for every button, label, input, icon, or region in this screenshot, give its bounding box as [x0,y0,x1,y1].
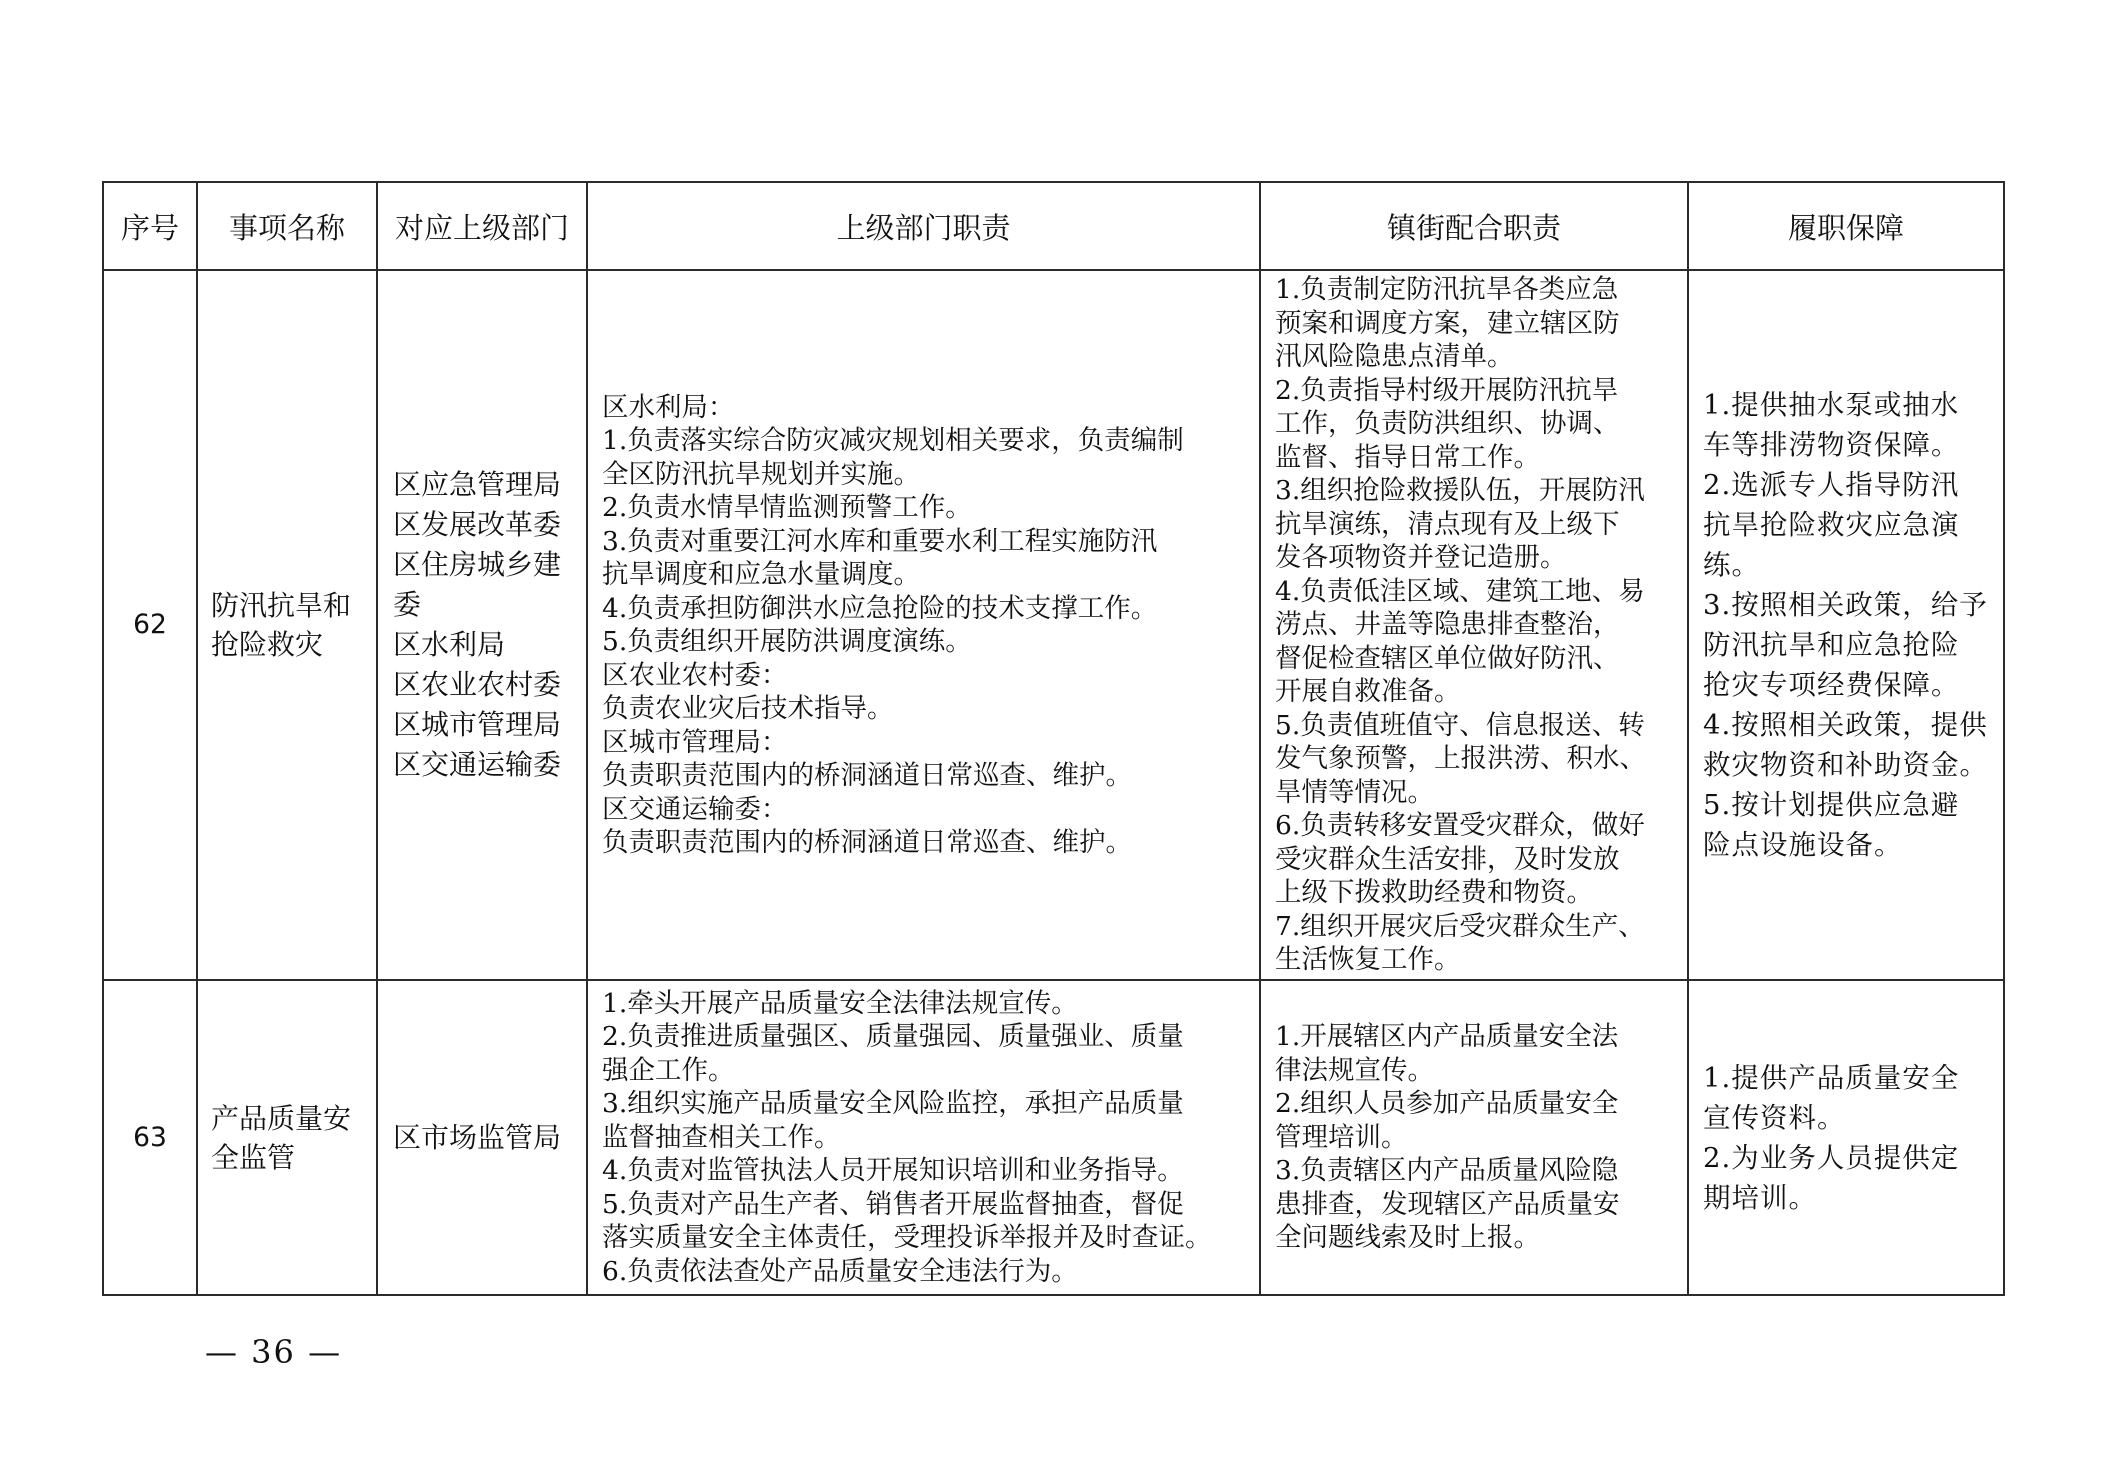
cell-text-line: 4.负责对监管执法人员开展知识培训和业务指导。 [602,1155,1184,1187]
town-duties-cell [1260,270,1688,980]
cell-text-line: 1.提供抽水泵或抽水 [1703,389,1960,421]
cell-text-line: 负责农业灾后技术指导。 [602,693,894,724]
cell-text-line: 委 [393,588,422,621]
cell-text-line: 1.负责落实综合防灾减灾规划相关要求，负责编制 [602,425,1184,456]
duty-table [102,181,2005,1296]
cell-text-line: 旱情等情况。 [1275,776,1434,808]
cell-text-line: 2.负责推进质量强区、质量强园、质量强业、质量 [602,1021,1184,1053]
upper-department-cell [377,270,587,980]
cell-text-line: 落实质量安全主体责任，受理投诉举报并及时查证。 [602,1222,1212,1254]
cell-text-line: 救灾物资和补助资金。 [1703,749,1988,781]
cell-text-line: 4.负责低洼区域、建筑工地、易 [1275,575,1645,607]
cell-text-line: 防汛抗旱和应急抢险 [1703,629,1960,661]
cell-text-line: 5.按计划提供应急避 [1703,789,1960,821]
cell-text-line: 防汛抗旱和 [211,589,352,622]
town-duties-cell [1260,980,1688,1295]
header-seq: 序号 [103,182,197,270]
cell-text-line: 受灾群众生活安排，及时发放 [1275,843,1620,875]
cell-text-line: 负责职责范围内的桥洞涵道日常巡查、维护。 [602,827,1132,858]
header-town-duties: 镇街配合职责 [1260,182,1688,270]
cell-text-line: 全区防汛抗旱规划并实施。 [602,458,920,490]
cell-text-line: 2.负责水情旱情监测预警工作。 [602,492,972,523]
cell-text-line: 区发展改革委 [393,508,562,541]
cell-text-line: 区交通运输委 [393,748,562,781]
cell-text-line: 管理培训。 [1275,1121,1408,1153]
cell-text-line: 抢险救灾 [211,628,324,661]
cell-text-line: 2.组织人员参加产品质量安全 [1275,1088,1619,1120]
header-guarantee: 履职保障 [1688,182,2004,270]
cell-text-line: 5.负责组织开展防洪调度演练。 [602,626,972,657]
cell-text-line: 3.按照相关政策，给予 [1703,589,1988,621]
header-upper-duties: 上级部门职责 [587,182,1260,270]
cell-text-line: 区水利局 [393,628,506,661]
table-body [103,270,2004,1295]
item-name-cell [197,980,377,1295]
cell-text-line: 督促检查辖区单位做好防汛、 [1275,642,1620,674]
cell-text-line: 3.组织实施产品质量安全风险监控，承担产品质量 [602,1088,1184,1120]
cell-text-line: 1.提供产品质量安全 [1703,1061,1960,1094]
cell-text-line: 区城市管理局 [393,708,562,741]
cell-text-line: 全监管 [211,1140,296,1174]
cell-text-line: 练。 [1703,549,1760,581]
cell-text-line: 全问题线索及时上报。 [1275,1222,1540,1254]
cell-text-line: 区应急管理局 [393,468,562,501]
cell-text-line: 1.负责制定防汛抗旱各类应急 [1275,274,1619,306]
cell-text-line: 1.牵头开展产品质量安全法律法规宣传。 [602,987,1078,1019]
cell-text-line: 5.负责对产品生产者、销售者开展监督抽查，督促 [602,1188,1184,1220]
guarantee-cell [1688,270,2004,980]
cell-text-line: 4.负责承担防御洪水应急抢险的技术支撑工作。 [602,592,1158,624]
cell-text-line: 1.开展辖区内产品质量安全法 [1275,1021,1619,1053]
cell-text-line: 生活恢复工作。 [1275,944,1461,976]
page-number: — 36 — [205,1333,343,1371]
cell-text-line: 预案和调度方案，建立辖区防 [1275,307,1620,339]
cell-text-line: 负责职责范围内的桥洞涵道日常巡查、维护。 [602,760,1132,791]
table-header [103,182,2004,270]
seq-cell: 62 [103,270,197,980]
cell-text-line: 3.负责对重要江河水库和重要水利工程实施防汛 [602,525,1158,557]
cell-text-line: 7.组织开展灾后受灾群众生产、 [1275,910,1645,942]
cell-text-line: 区城市管理局： [602,726,788,758]
table-row [103,270,2004,980]
cell-text-line: 6.负责转移安置受灾群众，做好 [1275,810,1645,842]
cell-text-line: 4.按照相关政策，提供 [1703,709,1988,741]
cell-text-line: 区市场监管局 [393,1120,562,1154]
cell-text-line: 区交通运输委： [602,793,788,825]
cell-text-line: 宣传资料。 [1703,1101,1846,1134]
cell-text-line: 律法规宣传。 [1275,1054,1434,1086]
cell-text-line: 车等排涝物资保障。 [1703,429,1960,461]
cell-text-line: 3.组织抢险救援队伍，开展防汛 [1275,475,1645,507]
cell-text-line: 强企工作。 [602,1054,735,1086]
cell-text-line: 2.选派专人指导防汛 [1703,469,1960,501]
cell-text-line: 险点设施设备。 [1703,829,1903,861]
cell-text-line: 抗旱抢险救灾应急演 [1703,509,1960,541]
cell-text-line: 发气象预警，上报洪涝、积水、 [1275,743,1646,775]
cell-text-line: 6.负责依法查处产品质量安全违法行为。 [602,1255,1078,1287]
cell-text-line: 期培训。 [1703,1181,1817,1214]
header-row [103,182,2004,270]
guarantee-cell [1688,980,2004,1295]
upper-department-cell [377,980,587,1295]
cell-text-line: 3.负责辖区内产品质量风险隐 [1275,1155,1619,1187]
seq-cell: 63 [103,980,197,1295]
table-row [103,980,2004,1295]
cell-text-line: 区农业农村委： [602,659,788,691]
cell-text-line: 抗旱演练，清点现有及上级下 [1275,508,1620,540]
cell-text-line: 5.负责值班值守、信息报送、转 [1275,709,1645,741]
header-upper-department: 对应上级部门 [377,182,587,270]
cell-text-line: 患排查，发现辖区产品质量安 [1275,1188,1620,1220]
cell-text-line: 涝点、井盖等隐患排查整治， [1275,609,1620,641]
cell-text-line: 监督、指导日常工作。 [1275,441,1540,473]
header-item-name: 事项名称 [197,182,377,270]
upper-duties-cell [587,270,1260,980]
cell-text-line: 产品质量安 [211,1101,352,1135]
cell-text-line: 抗旱调度和应急水量调度。 [602,559,920,590]
cell-text-line: 2.负责指导村级开展防汛抗旱 [1275,374,1619,406]
upper-duties-cell [587,980,1260,1295]
cell-text-line: 监督抽查相关工作。 [602,1121,841,1153]
cell-text-line: 上级下拨救助经费和物资。 [1275,877,1593,909]
cell-text-line: 汛风险隐患点清单。 [1275,341,1514,373]
cell-text-line: 区水利局： [602,391,735,423]
cell-text-line: 2.为业务人员提供定 [1703,1141,1960,1174]
item-name-cell [197,270,377,980]
cell-text-line: 发各项物资并登记造册。 [1275,542,1567,574]
cell-text-line: 区农业农村委 [393,668,562,701]
cell-text-line: 工作，负责防洪组织、协调、 [1275,408,1620,440]
cell-text-line: 开展自救准备。 [1275,676,1461,708]
cell-text-line: 区住房城乡建 [393,548,562,581]
cell-text-line: 抢灾专项经费保障。 [1703,669,1960,701]
